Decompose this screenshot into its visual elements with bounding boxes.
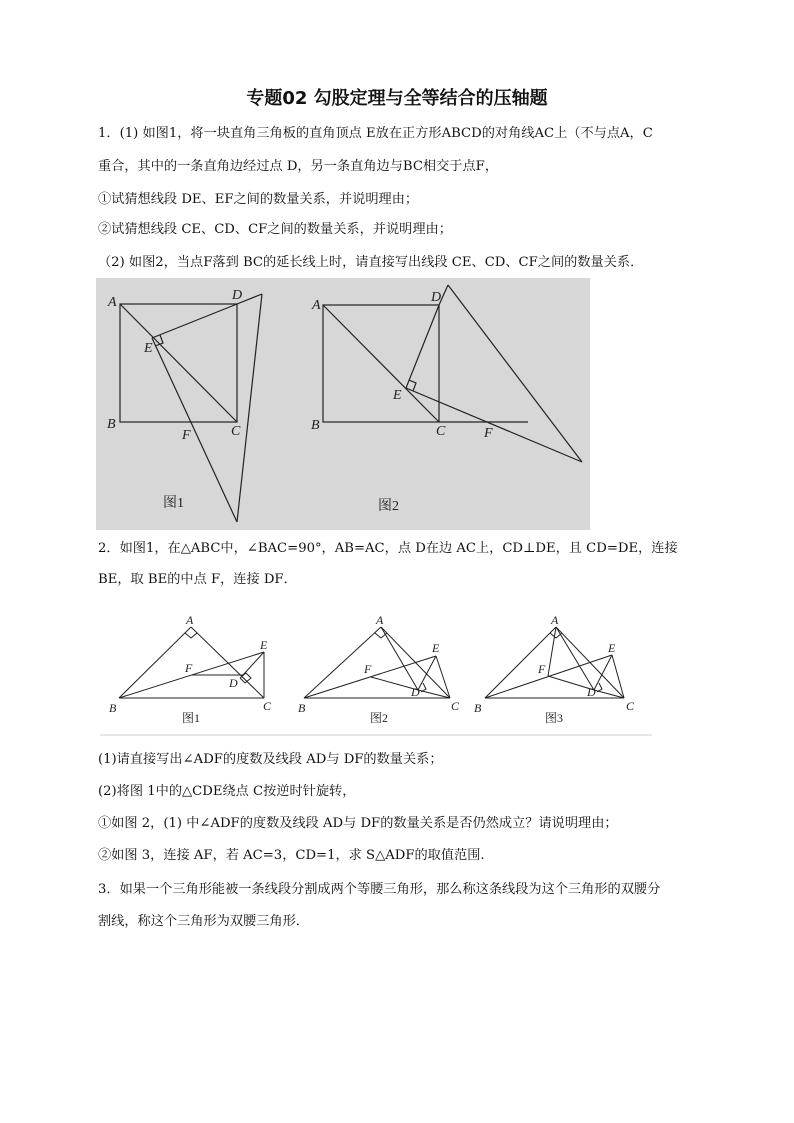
p2-sub1: (1)请直接写出∠ADF的度数及线段 AD与 DF的数量关系； <box>98 752 443 767</box>
p1-line3: ①试猜想线段 DE、EF之间的数量关系，并说明理由； <box>98 192 419 207</box>
p2-sub2: (2)将图 1中的△CDE绕点 C按逆时针旋转， <box>98 784 356 799</box>
p1-line2: 重合，其中的一条直角边经过点 D，另一条直角边与BC相交于点F， <box>98 159 499 174</box>
p3-line2: 割线，称这个三角形为双腰三角形． <box>98 914 309 929</box>
fig1-label-C: C <box>231 424 241 439</box>
p2-fig2-label-D: D <box>411 685 420 699</box>
fig2-caption: 图2 <box>378 499 399 514</box>
p2-fig3-label-D: D <box>587 685 596 699</box>
fig1-caption: 图1 <box>163 496 184 511</box>
p2-fig3-label-E: E <box>608 641 616 655</box>
p1-line1: 1．(1) 如图1，将一块直角三角板的直角顶点 E放在正方形ABCD的对角线AC上（不与点A，C <box>98 126 653 141</box>
p2-line1: 2．如图1，在△ABC中，∠BAC=90°，AB=AC，点 D在边 AC上，CD⊥DE，且 CD=DE，连接 <box>98 541 678 556</box>
p2-sub2b: ②如图 3，连接 AF，若 AC=3，CD=1，求 S△ADF的取值范围. <box>98 848 485 863</box>
p2-fig1-label-D: D <box>229 676 238 690</box>
p1-line5: （2) 如图2，当点F落到 BC的延长线上时，请直接写出线段 CE、CD、CF之间的数量关系． <box>98 255 644 270</box>
p2-fig1-label-C: C <box>263 699 272 713</box>
fig2-label-D: D <box>431 290 442 305</box>
p2-fig2-label-A: A <box>376 613 384 627</box>
p2-fig2-label-C: C <box>451 699 460 713</box>
fig2-label-A: A <box>312 298 321 313</box>
p2-fig2-label-F: F <box>364 662 372 676</box>
p2-fig3-label-B: B <box>474 701 482 715</box>
p2-sub2a: ①如图 2，(1) 中∠ADF的度数及线段 AD与 DF的数量关系是否仍然成立？请说明理由； <box>98 816 618 831</box>
fig1-label-B: B <box>107 417 116 432</box>
p2-fig1-label-F: F <box>185 661 193 675</box>
p2-fig3-caption: 图3 <box>545 711 564 725</box>
fig2-label-C: C <box>436 424 446 439</box>
fig1-label-A: A <box>108 295 117 310</box>
fig2-label-F: F <box>484 426 493 441</box>
fig2-label-B: B <box>311 418 320 433</box>
p2-fig2-caption: 图2 <box>370 711 389 725</box>
p2-fig1-caption: 图1 <box>182 711 201 725</box>
p2-fig1-label-B: B <box>109 701 117 715</box>
p2-fig1-label-E: E <box>260 638 268 652</box>
fig2-label-E: E <box>393 388 402 403</box>
p3-line1: 3．如果一个三角形能被一条线段分割成两个等腰三角形，那么称这条线段为这个三角形的双腰分 <box>98 882 661 897</box>
fig1-label-D: D <box>232 288 243 303</box>
p2-fig2-label-E: E <box>432 641 440 655</box>
p1-line4: ②试猜想线段 CE、CD、CF之间的数量关系，并说明理由； <box>98 222 452 237</box>
page-title: 专题02 勾股定理与全等结合的压轴题 <box>246 88 548 109</box>
fig1-label-E: E <box>144 341 153 356</box>
p2-fig3-label-F: F <box>538 662 546 676</box>
fig1-label-F: F <box>182 428 191 443</box>
p2-line2: BE，取 BE的中点 F，连接 DF． <box>98 572 297 587</box>
p2-fig1-label-A: A <box>186 613 194 627</box>
problem2-figures <box>100 608 660 740</box>
p2-fig2-label-B: B <box>298 701 306 715</box>
problem1-figure <box>96 278 591 530</box>
p2-fig3-label-C: C <box>626 699 635 713</box>
p2-fig3-label-A: A <box>551 613 559 627</box>
